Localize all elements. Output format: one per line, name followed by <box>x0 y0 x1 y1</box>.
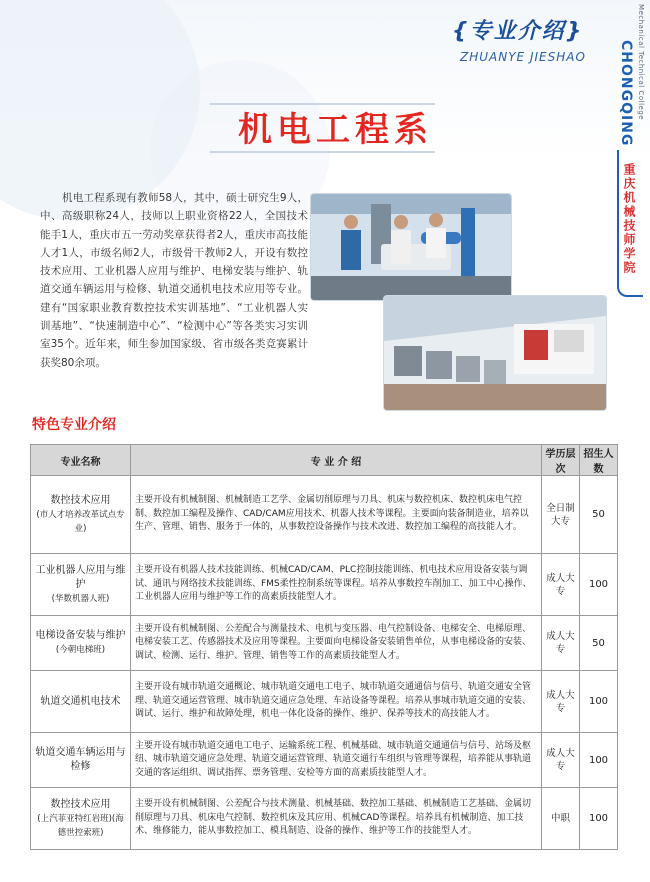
major-name: 轨道交通机电技术 <box>40 695 121 707</box>
table-row <box>31 616 618 671</box>
major-name: 工业机器人应用与维护 <box>35 564 126 590</box>
school-en-subtitle: Mechanical Technical College <box>637 4 645 121</box>
photo-workshop-demo-illustration <box>311 194 511 300</box>
major-class: (上汽菲亚特红岩班)(海德世控索班) <box>37 813 124 838</box>
photo-training-hall-illustration <box>384 296 606 410</box>
major-intro: 主要开设有城市轨道交通电工电子、运输系统工程、机械基础、城市轨道交通通信与信号、站场及枢纽、城市轨道交通应急处理、轨道交通运营管理、轨道交通行车组织与管理等课程，培养能从事轨道交通的客运组织、调试指挥、票务管理、安检等方面的高素质技能型人才。 <box>131 733 542 788</box>
header-subtitle: ZHUANYE JIESHAO <box>460 50 586 64</box>
photo-training-hall <box>383 295 607 411</box>
table-row <box>31 671 618 733</box>
edu-level: 成人大专 <box>542 671 580 733</box>
header-title: {专业介绍} <box>452 19 584 44</box>
department-intro: 机电工程系现有教师58人，其中，硕士研究生9人，中、高级职称24人，技师以上职业资格22人，全国技术能手1人，重庆市五一劳动奖章获得者2人，重庆市高技能人才1人，市级名师2人，市级骨干教师2人，开设有数控技术应用、工业机器人应用与维护、电梯安装与维护、轨道交通车辆运用与检修、轨道交通机电技术应用等专业。建有“国家职业教育数控技术实训基地”、“工业机器人实训基地”、“快速制造中心”、“检测中心”等各类实习实训室35个。近年来，师生参加国家级、省市级各类竞赛累计获奖80余项。 <box>40 192 308 369</box>
major-name-cell <box>31 554 131 616</box>
photo-workshop-demo <box>310 193 512 301</box>
major-name: 电梯设备安装与维护 <box>35 630 126 641</box>
edu-level: 成人大专 <box>542 733 580 788</box>
header-major-intro: 专 业 介 绍 <box>131 445 542 476</box>
enrollment-count: 100 <box>580 788 618 850</box>
table-row <box>31 554 618 616</box>
enrollment-count: 100 <box>580 671 618 733</box>
major-name-cell <box>31 788 131 850</box>
enrollment-count: 100 <box>580 554 618 616</box>
edu-level: 全日制大专 <box>542 476 580 554</box>
header-major-name: 专业名称 <box>31 445 131 476</box>
majors-table <box>30 444 618 850</box>
major-intro: 主要开设有城市轨道交通概论、城市轨道交通电工电子、城市轨道交通通信与信号、轨道交通安全管理、轨道交通运营管理、城市轨道交通应急处理、车站设备等课程。培养从事城市轨道交通的安装、调试、运行、维护和故障处理，机电一体化设备的操作、维护、保养等技术的高技能人才。 <box>131 671 542 733</box>
enrollment-count: 100 <box>580 733 618 788</box>
major-name-cell <box>31 671 131 733</box>
edu-level: 成人大专 <box>542 554 580 616</box>
department-title: 机电工程系 <box>238 110 433 150</box>
major-class: (华数机器人班) <box>51 593 110 604</box>
header-edu-level: 学历层次 <box>542 445 580 476</box>
school-en-name: CHONGQING <box>618 40 634 147</box>
table-header-row <box>31 445 618 476</box>
enrollment-count: 50 <box>580 616 618 671</box>
table-row <box>31 733 618 788</box>
major-intro: 主要开设有机械制图、公差配合与技术测量、机械基础、数控加工基础、机械制造工艺基础、金属切削原理与刀具、机床电气控制、数控机床及其应用、机械CAD等课程。培养具有机械制造、加工技术、维修能力，能从事数控加工、模具制造、设备的操作、维护等工作的技能型人才。 <box>131 788 542 850</box>
major-name: 数控技术应用 <box>50 798 111 810</box>
major-name-cell <box>31 733 131 788</box>
section-title: 特色专业介绍 <box>32 417 116 433</box>
major-intro: 主要开设有机器人技术技能训练、机械CAD/CAM、PLC控制技能训练、机电技术应用设备安装与调试、通讯与网络技术技能训练、FMS柔性控制系统等课程。培养从事数控车削加工、加工中心操作、工业机器人应用与维护等工作的高素质技能型人才。 <box>131 554 542 616</box>
major-intro: 主要开设有机械制图、公差配合与测量技术、电机与变压器、电气控制设备、电梯安全、电梯原理、电梯安装工艺、传感器技术及应用等课程。主要面向电梯设备安装销售单位，从事电梯设备的安装、调试、检测、运行、维护、管理、销售等工作的高素质技能型人才。 <box>131 616 542 671</box>
major-name-cell <box>31 616 131 671</box>
school-cn-name: 重庆机械技师学院 <box>622 163 636 275</box>
major-intro: 主要开设有机械制图、机械制造工艺学、金属切削原理与刀具、机床与数控机床、数控机床电气控制、数控加工编程及操作、CAD/CAM应用技术、机器人技术等课程。主要面向装备制造业，培养以生产、管理、销售、服务于一体的，从事数控设备操作与技术改进、数控加工编程的高技能人才。 <box>131 476 542 554</box>
major-class: (市人才培养改革试点专业) <box>36 509 125 534</box>
table-row <box>31 476 618 554</box>
major-class: (今朝电梯班) <box>55 645 106 655</box>
table-row <box>31 788 618 850</box>
major-name: 数控技术应用 <box>50 494 111 506</box>
major-name-cell <box>31 476 131 554</box>
major-name: 轨道交通车辆运用与检修 <box>35 747 126 772</box>
edu-level: 中职 <box>542 788 580 850</box>
enrollment-count: 50 <box>580 476 618 554</box>
header-enrollment: 招生人数 <box>580 445 618 476</box>
edu-level: 成人大专 <box>542 616 580 671</box>
